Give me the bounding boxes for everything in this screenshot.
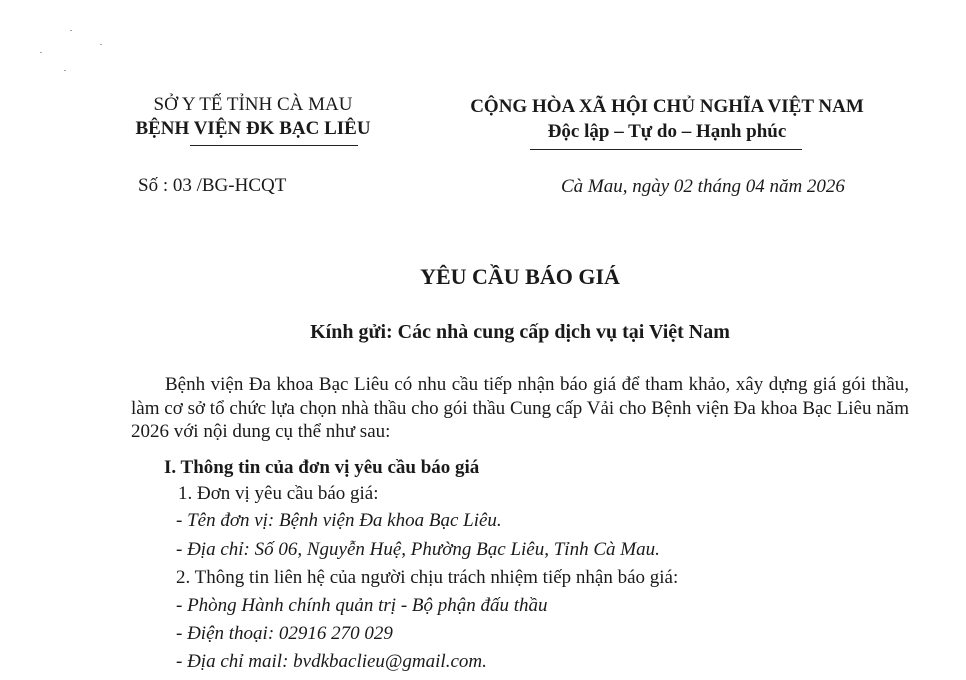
contact-department: - Phòng Hành chính quản trị - Bộ phận đấu thầu [176, 595, 548, 616]
header-department: SỞ Y TẾ TỈNH CÀ MAU [153, 94, 353, 115]
contact-phone: - Điện thoại: 02916 270 029 [176, 623, 393, 644]
scan-speck [70, 30, 72, 31]
scan-speck [40, 52, 42, 53]
unit-address: - Địa chỉ: Số 06, Nguyễn Huệ, Phường Bạc Liêu, Tỉnh Cà Mau. [176, 539, 660, 560]
header-hospital: BỆNH VIỆN ĐK BẠC LIÊU [135, 118, 371, 139]
item-2-heading: 2. Thông tin liên hệ của người chịu trách nhiệm tiếp nhận báo giá: [176, 567, 679, 588]
item-1-heading: 1. Đơn vị yêu cầu báo giá: [178, 483, 379, 504]
document-date: Cà Mau, ngày 02 tháng 04 năm 2026 [561, 176, 845, 197]
header-motto: Độc lập – Tự do – Hạnh phúc [547, 121, 787, 142]
scan-speck [64, 70, 66, 71]
document-number: Số : 03 /BG-HCQT [138, 175, 287, 196]
recipient-line: Kính gửi: Các nhà cung cấp dịch vụ tại Việt Nam [310, 321, 730, 343]
header-left-underline [190, 145, 358, 146]
contact-email: - Địa chỉ mail: bvdkbaclieu@gmail.com. [176, 651, 487, 672]
document-title: YÊU CẦU BÁO GIÁ [420, 264, 620, 289]
intro-paragraph: Bệnh viện Đa khoa Bạc Liêu có nhu cầu tiếp nhận báo giá để tham khảo, xây dựng giá gói thầu, làm cơ sở tổ chức lựa chọn nhà thầu cho gói thầu Cung cấp Vải cho Bệnh viện Đa khoa Bạc Liêu năm 2026 với nội dung cụ thể như sau: [131, 374, 909, 442]
unit-name: - Tên đơn vị: Bệnh viện Đa khoa Bạc Liêu. [176, 510, 502, 531]
section-1-heading: I. Thông tin của đơn vị yêu cầu báo giá [164, 457, 480, 478]
header-country: CỘNG HÒA XÃ HỘI CHỦ NGHĨA VIỆT NAM [470, 96, 864, 117]
header-right-underline [530, 149, 802, 150]
scan-speck [100, 44, 102, 45]
